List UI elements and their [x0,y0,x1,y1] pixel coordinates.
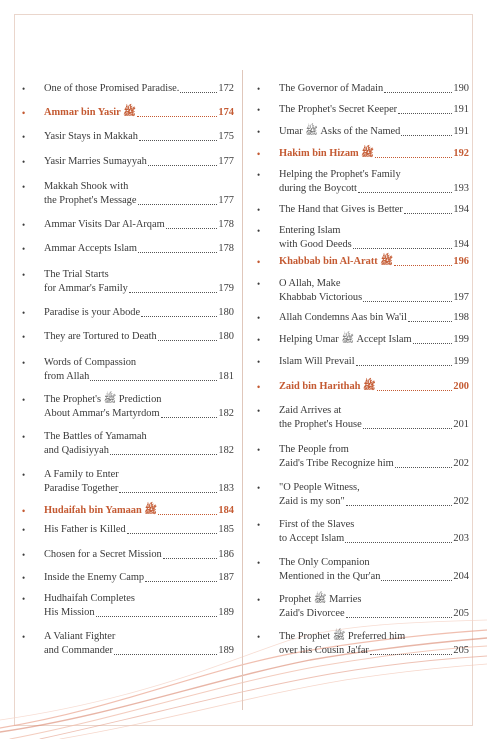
column-divider [242,70,243,710]
bullet-icon: • [257,483,261,493]
toc-entry-text [44,106,234,120]
toc-entry-text [279,255,469,269]
toc-entry-text [279,333,469,347]
toc-entry-title: over his Cousin Ja'far [279,645,369,656]
toc-entry-text [279,443,469,471]
dot-leader [119,491,217,493]
bullet-icon: • [257,520,261,530]
dot-leader [180,91,217,93]
toc-entry-text [44,523,234,537]
toc-entry-title: The Trial Starts [44,269,109,280]
page-number: 204 [453,571,469,582]
dot-leader [110,453,217,455]
bullet-icon: • [22,573,26,583]
toc-entry-title: The Governor of Madain [279,83,384,94]
dot-leader [114,653,217,655]
dot-leader [370,653,453,655]
toc-entry-title: A Valiant Fighter [44,631,116,642]
page-number: 189 [218,607,234,618]
toc-entry-title: About Ammar's Martyrdom [44,408,160,419]
toc-entry-text [44,630,234,658]
dot-leader [404,212,453,214]
bullet-icon: • [22,84,26,94]
toc-entry-text [279,277,469,305]
bullet-icon: • [22,332,26,342]
toc-entry-title: Hudhaifah Completes [44,593,135,604]
toc-entry-text [279,103,469,117]
toc-entry-title: First of the Slaves [279,519,355,530]
page-number: 172 [218,83,234,94]
toc-entry-title: to Accept Islam [279,533,345,544]
toc-entry-title: from Allah [44,371,90,382]
toc-entry-text [44,356,234,384]
dot-leader [129,291,218,293]
toc-entry-text [279,311,469,325]
bullet-icon: • [257,382,261,392]
page-number: 182 [218,408,234,419]
page-number: 192 [453,148,469,159]
page-number: 196 [453,256,469,267]
toc-entry-title: His Mission [44,607,95,618]
toc-entry-title: with Good Deeds [279,239,352,250]
bullet-icon: • [257,127,261,137]
toc-entry-text [279,518,469,546]
toc-entry-text [44,393,234,421]
toc-entry-text [279,168,469,196]
dot-leader [166,227,218,229]
bullet-icon: • [22,270,26,280]
bullet-icon: • [257,313,261,323]
toc-entry-text [279,593,469,621]
dot-leader [413,342,453,344]
toc-entry-title: The Prophet ﷺ Preferred him [279,631,406,642]
page-number: 205 [453,608,469,619]
toc-entry-title: The Only Companion [279,557,370,568]
bullet-icon: • [257,105,261,115]
toc-entry-title: One of those Promised Paradise. [44,83,180,94]
toc-entry-title: Allah Condemns Aas bin Wa'il [279,312,407,323]
dot-leader [161,416,218,418]
toc-entry-text [44,548,234,562]
toc-entry-title: for Ammar's Family [44,283,128,294]
toc-entry-text [279,481,469,509]
toc-entry-text [44,180,234,208]
toc-entry-title: They are Tortured to Death [44,331,157,342]
bullet-icon: • [22,525,26,535]
toc-entry-title: A Family to Enter [44,469,119,480]
toc-entry-title: and Qadisiyyah [44,445,109,456]
page-number: 200 [453,381,469,392]
toc-entry-title: Islam Will Prevail [279,356,355,367]
toc-entry-title: Ammar Accepts Islam [44,243,137,254]
page-number: 186 [218,549,234,560]
toc-entry-title: and Commander [44,645,113,656]
toc-entry-text [279,380,469,394]
toc-entry-title: Ammar Visits Dar Al-Arqam [44,219,165,230]
page-number: 199 [453,356,469,367]
toc-entry-text [44,571,234,585]
dot-leader [394,264,453,266]
dot-leader [381,579,452,581]
bullet-icon: • [257,335,261,345]
toc-entry-text [279,125,469,139]
bullet-icon: • [257,149,261,159]
dot-leader [158,513,217,515]
page-number: 198 [453,312,469,323]
page-number: 187 [218,572,234,583]
toc-entry-text [44,155,234,169]
page-number: 199 [453,334,469,345]
bullet-icon: • [257,445,261,455]
toc-entry-title: Umar ﷺ Asks of the Named [279,126,401,137]
toc-entry-title: Zaid bin Harithah ﷺ [279,381,376,392]
dot-leader [363,427,453,429]
dot-leader [395,466,453,468]
page-number: 202 [453,458,469,469]
toc-entry-text [44,504,234,518]
bullet-icon: • [257,170,261,180]
bullet-icon: • [22,220,26,230]
toc-entry-title: His Father is Killed [44,524,126,535]
bullet-icon: • [22,358,26,368]
bullet-icon: • [257,226,261,236]
toc-entry-text [279,147,469,161]
toc-entry-text [279,203,469,217]
page-number: 180 [218,307,234,318]
toc-entry-title: The Prophet's Secret Keeper [279,104,398,115]
dot-leader [356,364,453,366]
dot-leader [401,134,452,136]
page-number: 194 [453,239,469,250]
page-number: 178 [218,219,234,230]
page-number: 179 [218,283,234,294]
dot-leader [358,191,452,193]
toc-entry-text [44,592,234,620]
page-number: 185 [218,524,234,535]
toc-entry-title: Hudaifah bin Yamaan ﷺ [44,505,157,516]
bullet-icon: • [22,395,26,405]
bullet-icon: • [22,632,26,642]
toc-entry-title: Khabbab bin Al-Aratt ﷺ [279,256,393,267]
toc-entry-text [44,306,234,320]
toc-entry-title: Zaid is my son" [279,496,345,507]
toc-entry-title: during the Boycott [279,183,357,194]
bullet-icon: • [257,558,261,568]
dot-leader [158,339,218,341]
page-number: 182 [218,445,234,456]
dot-leader [345,541,452,543]
dot-leader [377,389,453,391]
bullet-icon: • [22,157,26,167]
dot-leader [375,156,453,158]
page-number: 202 [453,496,469,507]
dot-leader [138,251,217,253]
toc-entry-text [44,130,234,144]
page-number: 191 [453,104,469,115]
page-number: 197 [453,292,469,303]
toc-entry-text [44,218,234,232]
bullet-icon: • [257,595,261,605]
toc-entry-title: Zaid's Tribe Recognize him [279,458,394,469]
toc-entry-text [44,430,234,458]
page-number: 183 [218,483,234,494]
page-number: 189 [218,645,234,656]
page-number: 191 [453,126,469,137]
bullet-icon: • [22,506,26,516]
dot-leader [141,315,217,317]
toc-entry-title: Paradise Together [44,483,119,494]
page-number: 175 [218,131,234,142]
toc-entry-title: Mentioned in the Qur'an [279,571,381,582]
toc-entry-title: The Prophet's ﷺ Prediction [44,394,162,405]
page-number: 177 [218,156,234,167]
dot-leader [145,580,217,582]
toc-entry-title: Helping the Prophet's Family [279,169,401,180]
toc-entry-text [44,82,234,96]
bullet-icon: • [257,257,261,267]
toc-entry-title: Yasir Stays in Makkah [44,131,138,142]
page-number: 193 [453,183,469,194]
dot-leader [148,164,218,166]
toc-entry-title: Zaid Arrives at [279,405,342,416]
dot-leader [96,615,218,617]
page-number: 181 [218,371,234,382]
bullet-icon: • [22,308,26,318]
toc-entry-title: Chosen for a Secret Mission [44,549,162,560]
bullet-icon: • [257,279,261,289]
bullet-icon: • [257,406,261,416]
toc-entry-text [279,82,469,96]
toc-entry-title: Paradise is your Abode [44,307,141,318]
toc-entry-title: Makkah Shook with [44,181,129,192]
bullet-icon: • [22,594,26,604]
page-number: 180 [218,331,234,342]
dot-leader [346,616,453,618]
toc-entry-title: Helping Umar ﷺ Accept Islam [279,334,412,345]
page-number: 174 [218,107,234,118]
dot-leader [127,532,218,534]
bullet-icon: • [257,205,261,215]
toc-entry-title: Prophet ﷺ Marries [279,594,362,605]
toc-entry-text [279,404,469,432]
toc-entry-title: The People from [279,444,349,455]
toc-entry-text [44,268,234,296]
page-number: 184 [218,505,234,516]
dot-leader [137,115,218,117]
dot-leader [138,203,218,205]
toc-entry-title: O Allah, Make [279,278,341,289]
dot-leader [398,112,452,114]
toc-entry-title: the Prophet's House [279,419,362,430]
bullet-icon: • [22,182,26,192]
page-number: 205 [453,645,469,656]
toc-entry-text [279,224,469,252]
page-number: 201 [453,419,469,430]
toc-entry-title: "O People Witness, [279,482,360,493]
page-number: 177 [218,195,234,206]
toc-entry-text [44,242,234,256]
toc-entry-title: Ammar bin Yasir ﷺ [44,107,136,118]
bullet-icon: • [22,470,26,480]
dot-leader [90,379,217,381]
toc-entry-title: Zaid's Divorcee [279,608,345,619]
toc-entry-title: Khabbab Victorious [279,292,363,303]
bullet-icon: • [22,132,26,142]
dot-leader [346,504,453,506]
dot-leader [139,139,218,141]
bullet-icon: • [22,432,26,442]
bullet-icon: • [257,632,261,642]
dot-leader [363,300,452,302]
dot-leader [353,247,453,249]
toc-entry-title: Words of Compassion [44,357,137,368]
toc-entry-title: The Hand that Gives is Better [279,204,403,215]
bullet-icon: • [22,108,26,118]
bullet-icon: • [257,357,261,367]
bullet-icon: • [257,84,261,94]
toc-entry-title: Inside the Enemy Camp [44,572,145,583]
toc-entry-text [279,556,469,584]
dot-leader [384,91,452,93]
toc-entry-title: Hakim bin Hizam ﷺ [279,148,374,159]
toc-entry-text [44,330,234,344]
toc-entry-title: The Battles of Yamamah [44,431,147,442]
page-number: 178 [218,243,234,254]
toc-entry-text [44,468,234,496]
toc-entry-text [279,630,469,658]
toc-entry-title: Entering Islam [279,225,341,236]
page-number: 190 [453,83,469,94]
bullet-icon: • [22,550,26,560]
toc-entry-text [279,355,469,369]
dot-leader [408,320,453,322]
toc-entry-title: Yasir Marries Sumayyah [44,156,147,167]
dot-leader [163,557,218,559]
page-number: 203 [453,533,469,544]
toc-entry-title: the Prophet's Message [44,195,137,206]
page-number: 194 [453,204,469,215]
bullet-icon: • [22,244,26,254]
